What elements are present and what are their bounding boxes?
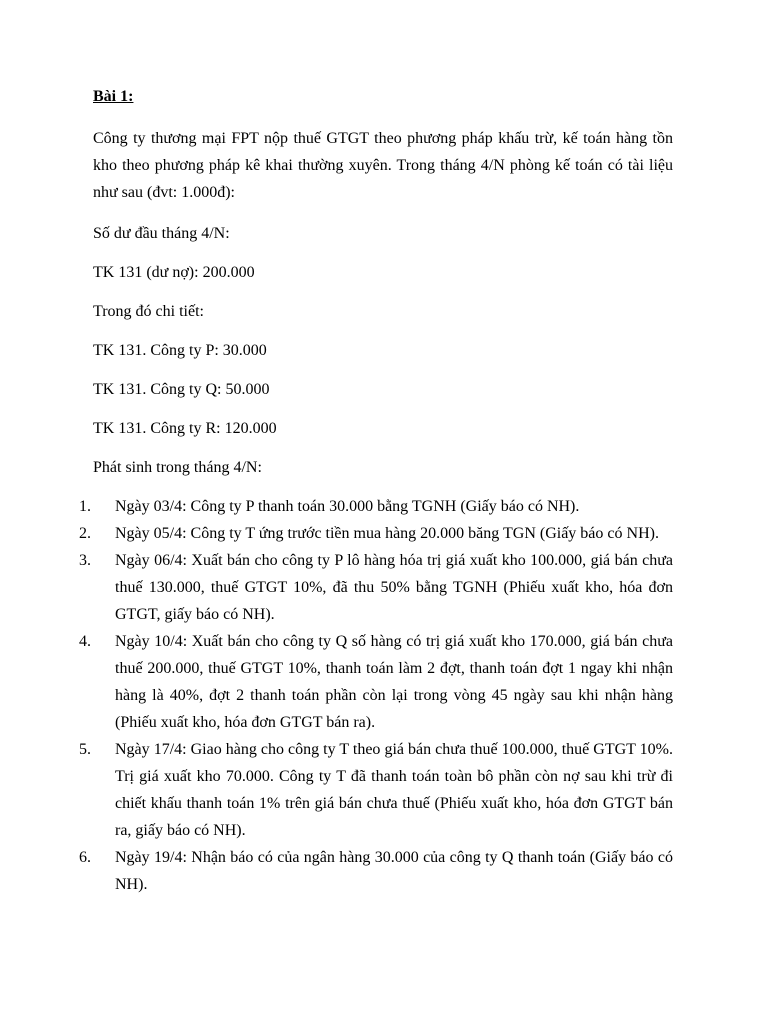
list-item-number: 2. [79,525,91,542]
list-item-text: Ngày 10/4: Xuất bán cho công ty Q số hàng có trị giá xuất kho 170.000, giá bán chưa thuế 200.000, thuế GTGT 10%, thanh toán làm 2 đợt, thanh toán đợt 1 ngay khi nhận hàng là 40%, đợt 2 thanh toán phần còn lại trong vòng 45 ngày sau khi nhận hàng (Phiếu xuất kho, hóa đơn GTGT bán ra). [115,633,673,731]
list-item-text: Ngày 19/4: Nhận báo có của ngân hàng 30.000 của công ty Q thanh toán (Giấy báo có NH). [115,849,673,893]
detail-company-p: TK 131. Công ty P: 30.000 [93,342,267,359]
list-item [79,844,673,898]
detail-label: Trong đó chi tiết: [93,303,204,320]
tk131-total: TK 131 (dư nợ): 200.000 [93,264,255,281]
list-item [79,628,673,736]
list-item-text: Ngày 05/4: Công ty T ứng trước tiền mua hàng 20.000 băng TGN (Giấy báo có NH). [115,525,659,542]
list-item-text: Ngày 17/4: Giao hàng cho công ty T theo giá bán chưa thuế 100.000, thuế GTGT 10%. Trị giá xuất kho 70.000. Công ty T đã thanh toán toàn bô phần còn nợ sau khi trừ đi chiết khấu thanh toán 1% trên giá bán chưa thuế (Phiếu xuất kho, hóa đơn GTGT bán ra, giấy báo có NH). [115,741,673,839]
list-item-text: Ngày 06/4: Xuất bán cho công ty P lô hàng hóa trị giá xuất kho 100.000, giá bán chưa thuế 130.000, thuế GTGT 10%, đã thu 50% bằng TGNH (Phiếu xuất kho, hóa đơn GTGT, giấy báo có NH). [115,552,673,623]
detail-company-q: TK 131. Công ty Q: 50.000 [93,381,270,398]
list-item-number: 5. [79,741,91,758]
document-body [79,86,673,898]
opening-balance-label: Số dư đầu tháng 4/N: [93,225,230,242]
list-item-number: 6. [79,849,91,866]
events-label: Phát sinh trong tháng 4/N: [93,459,262,476]
list-item [79,520,673,547]
events-list [79,493,673,898]
list-item-number: 1. [79,498,91,515]
list-item [79,547,673,628]
intro-paragraph: Công ty thương mại FPT nộp thuế GTGT theo phương pháp khấu trừ, kế toán hàng tồn kho theo phương pháp kê khai thường xuyên. Trong tháng 4/N phòng kế toán có tài liệu như sau (đvt: 1.000đ): [93,130,673,201]
list-item-text: Ngày 03/4: Công ty P thanh toán 30.000 bằng TGNH (Giấy báo có NH). [115,498,580,515]
list-item-number: 4. [79,633,91,650]
list-item [79,736,673,844]
list-item-number: 3. [79,552,91,569]
exercise-heading: Bài 1: [93,88,134,105]
list-item [79,493,673,520]
detail-company-r: TK 131. Công ty R: 120.000 [93,420,277,437]
